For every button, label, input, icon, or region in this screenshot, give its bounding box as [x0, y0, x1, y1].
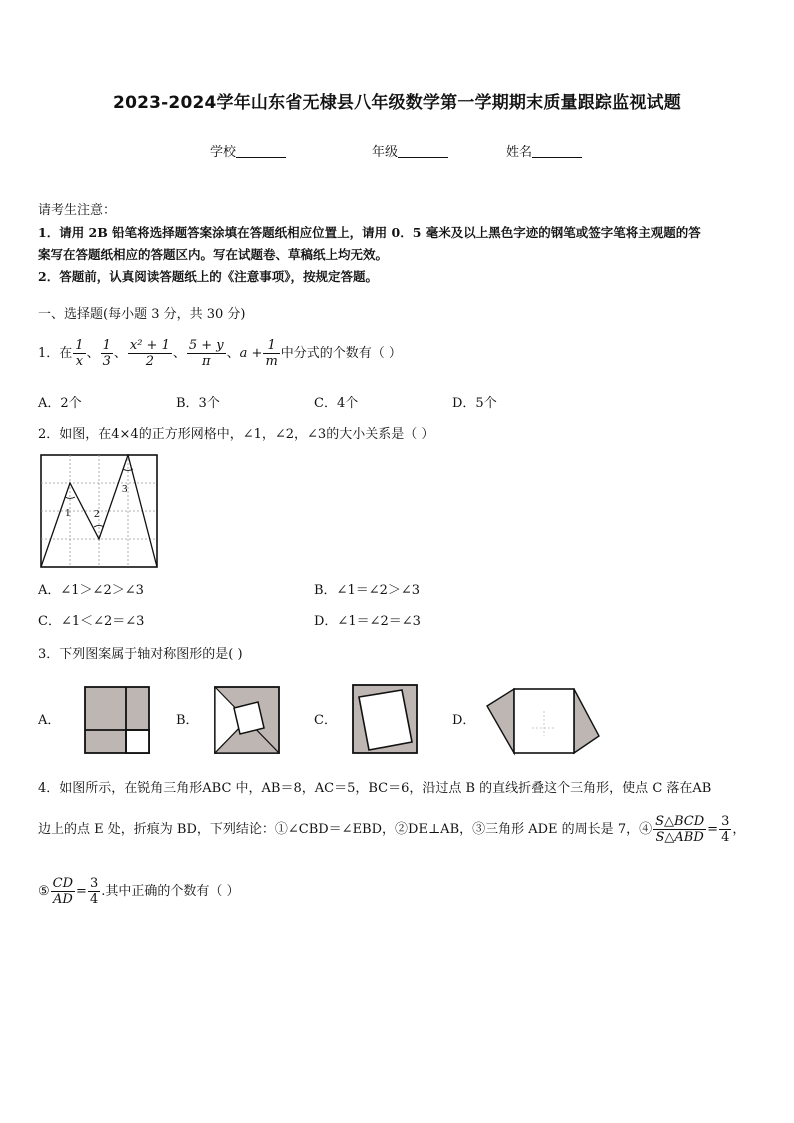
q2-angle-label-2: 2	[94, 508, 100, 520]
q4-ratio-5: $\frac{CD}{AD}$	[52, 876, 74, 907]
name-blank	[532, 143, 582, 158]
school-label: 学校	[210, 145, 237, 160]
q2-angle-label-1: 1	[65, 507, 71, 519]
notice-line-1b: 案写在答题纸相应的答题区内。写在试题卷、草稿纸上均无效。	[38, 247, 389, 262]
q4-ratio-4-value: $\frac{3}{4}$	[721, 814, 730, 845]
q1-a-plus: a +	[239, 345, 263, 361]
notice-block	[38, 200, 762, 288]
school-field	[210, 141, 286, 160]
page-title: 2023-2024学年山东省无棣县八年级数学第一学期期末质量跟踪监视试题	[113, 93, 681, 113]
q2-grid-figure	[40, 454, 158, 568]
q4-line-2-text: 边上的点 E 处，折痕为 BD，下列结论：①∠CBD＝∠EBD，②DE⊥AB，③三角形 ADE 的周长是 7，④	[38, 821, 653, 837]
q1-option-a: A．2个	[38, 396, 82, 411]
name-label: 姓名	[506, 145, 533, 160]
question-1-stem: 1．在 $\frac{1}{x}$ 、 $\frac{1}{3}$ 、 $\frac{\text{x² + 1}}{2}$ 、 $\frac{5 + y}{\pi}$ 、 a + $\frac{1}{m}$ 中分式的个数有（ ）	[38, 338, 402, 369]
q1-frac-4: $\frac{5 + y}{\pi}$	[188, 338, 224, 369]
q3-figure-a	[84, 686, 150, 754]
q1-frac-2: $\frac{1}{3}$	[102, 338, 111, 369]
q2-option-d: D．∠1＝∠2＝∠3	[314, 614, 421, 629]
q1-frac-1: $\frac{1}{x}$	[75, 338, 84, 369]
q2-angle-label-3: 3	[122, 483, 128, 495]
notice-heading: 请考生注意：	[38, 203, 117, 218]
q3-option-b-letter: B．	[176, 713, 199, 728]
q4-ratio-5-value: $\frac{3}{4}$	[89, 876, 99, 907]
q1-frac-3: $\frac{\text{x² + 1}}{2}$	[129, 338, 170, 369]
q3-figure-c	[352, 684, 418, 754]
question-3-stem: 3．下列图案属于轴对称图形的是( )	[38, 647, 243, 662]
q3-option-a-letter: A．	[38, 713, 61, 728]
q3-option-c-letter: C．	[314, 713, 337, 728]
q3-option-d-letter: D．	[452, 713, 476, 728]
q2-option-a: A．∠1＞∠2＞∠3	[38, 583, 144, 598]
q3-figure-b	[214, 686, 280, 754]
grade-field	[372, 141, 448, 160]
q1-suffix: 中分式的个数有（ ）	[280, 345, 402, 361]
q4-ratio-4: $\frac{\text{S△BCD}}{\text{S△ABD}}$	[655, 814, 705, 845]
q4-line-3-suffix: .其中正确的个数有（ ）	[101, 883, 240, 899]
question-4-line-2: 边上的点 E 处，折痕为 BD，下列结论：①∠CBD＝∠EBD，②DE⊥AB，③三角形 ADE 的周长是 7，④ $\frac{\text{S△BCD}}{\text{S△ABD}}$ = $\frac{3}{4}$ ，	[38, 814, 746, 845]
q2-option-b: B．∠1＝∠2＞∠3	[314, 583, 421, 598]
q1-option-b: B．3个	[176, 396, 220, 411]
section-heading: 一、选择题(每小题 3 分，共 30 分)	[38, 307, 246, 322]
q1-option-c: C．4个	[314, 396, 359, 411]
school-blank	[236, 143, 286, 158]
question-4-line-3: ⑤ $\frac{CD}{AD}$ = $\frac{3}{4}$ .其中正确的个数有（ ）	[38, 876, 240, 907]
question-2-stem: 2．如图，在4×4的正方形网格中，∠1，∠2，∠3的大小关系是（ ）	[38, 427, 435, 442]
notice-line-1a: 1．请用 2B 铅笔将选择题答案涂填在答题纸相应位置上，请用 0．5 毫米及以上黑色字迹的钢笔或签字笔将主观题的答	[38, 225, 701, 240]
notice-line-2: 2．答题前，认真阅读答题纸上的《注意事项》，按规定答题。	[38, 269, 378, 284]
q1-frac-5: $\frac{1}{m}$	[265, 338, 278, 369]
grade-blank	[398, 143, 448, 158]
question-4-line-1: 4．如图所示，在锐角三角形ABC 中，AB＝8，AC＝5，BC＝6，沿过点 B 的直线折叠这个三角形，使点 C 落在AB	[38, 781, 712, 796]
q1-option-d: D．5个	[452, 396, 497, 411]
name-field	[506, 141, 582, 160]
q3-figure-d	[484, 686, 602, 756]
q1-prefix: 1．在	[38, 345, 73, 361]
q2-option-c: C．∠1＜∠2＝∠3	[38, 614, 145, 629]
grade-label: 年级	[372, 145, 399, 160]
